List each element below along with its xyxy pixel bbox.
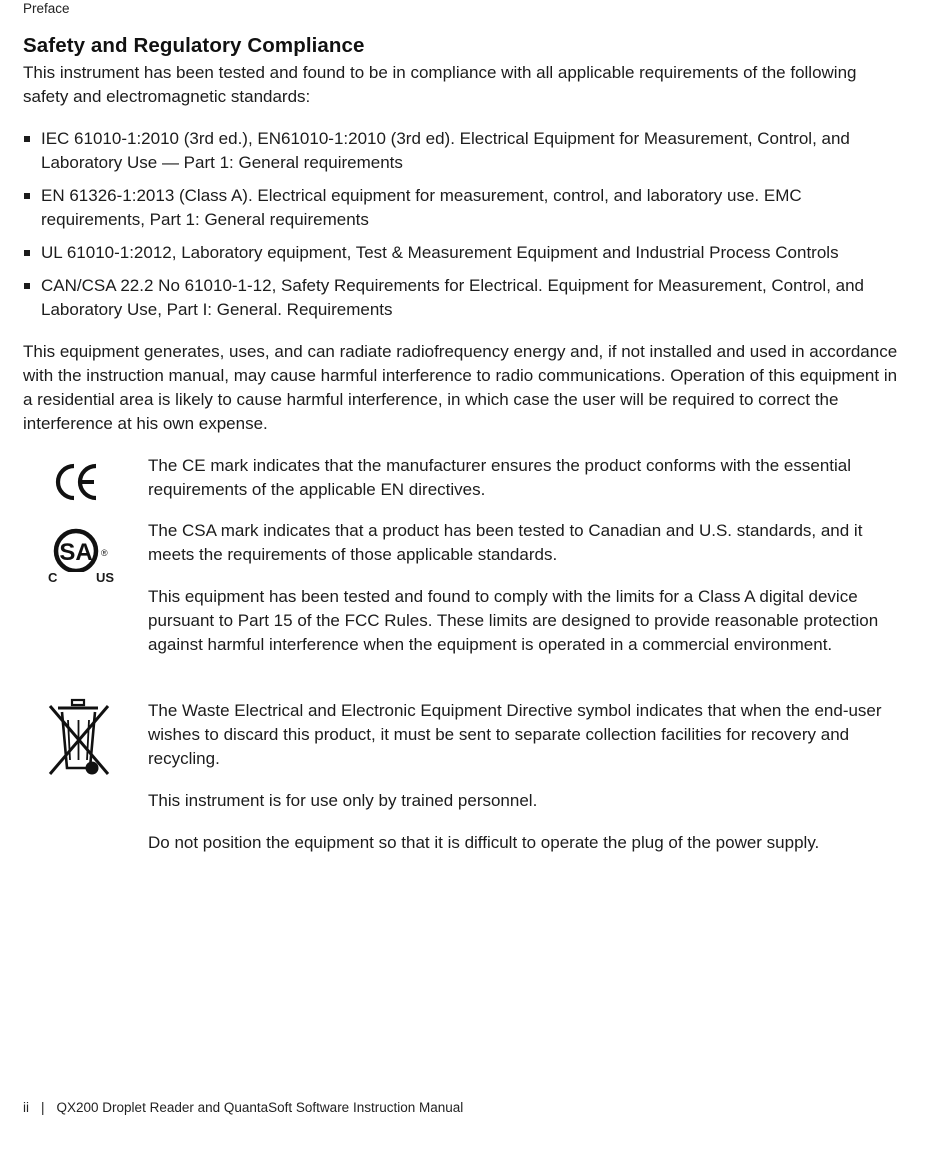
fcc-text: This equipment has been tested and found to comply with the limits for a Class A digital device pursuant to Part 15 of the FCC Rules. These limits are designed to provide reasonable protection against harmful interference when the equipment is operated in a commercial environment. [148,587,879,654]
footer-separator: | [41,1100,45,1115]
bullet-square-icon [24,250,30,256]
list-item [23,127,903,175]
standard-text: CAN/CSA 22.2 No 61010-1-12, Safety Requirements for Electrical. Equipment for Measurement, Control, and Laboratory Use, Part I: General. Requirements [41,276,865,319]
csa-mark-icon [46,526,122,586]
trained-personnel-text: This instrument is for use only by trained personnel. [148,791,538,810]
standards-list [23,127,903,331]
weee-bin-icon [46,698,112,783]
ce-mark-icon [54,462,100,507]
weee-text: The Waste Electrical and Electronic Equipment Directive symbol indicates that when the end-user wishes to discard this product, it must be sent to separate collection facilities for recovery and recycling. [148,701,882,768]
svg-text:SA: SA [59,539,93,566]
standard-text: IEC 61010-1:2010 (3rd ed.), EN61010-1:2010 (3rd ed). Electrical Equipment for Measurement, Control, and Laboratory Use — Part 1: General requirements [41,129,850,172]
standard-text: UL 61010-1:2012, Laboratory equipment, Test & Measurement Equipment and Industrial Process Controls [41,243,839,262]
ce-mark-text: The CE mark indicates that the manufacturer ensures the product conforms with the essential requirements of the applicable EN directives. [148,456,852,499]
intro-paragraph: This instrument has been tested and found to be in compliance with all applicable requirements of the following safety and electromagnetic standards: [23,63,857,106]
list-item [23,274,903,322]
power-plug-text: Do not position the equipment so that it is difficult to operate the plug of the power supply. [148,833,820,852]
rf-statement: This equipment generates, uses, and can radiate radiofrequency energy and, if not installed and used in accordance with the instruction manual, may cause harmful interference to radio communications. Operation of this equipment in a residential area is likely to cause harmful interference, in which case the user will be required to correct the interference at his own expense. [23,342,898,433]
csa-mark-text: The CSA mark indicates that a product has been tested to Canadian and U.S. standards, and it meets the requirements of those applicable standards. [148,521,863,564]
svg-text:®: ® [101,548,108,558]
page-number: ii [23,1100,29,1115]
list-item [23,241,903,265]
bullet-square-icon [24,283,30,289]
bullet-square-icon [24,136,30,142]
running-head: Preface [23,1,70,16]
page-footer [23,1100,463,1115]
csa-us-label: US [96,570,115,585]
list-item [23,184,903,232]
section-title: Safety and Regulatory Compliance [23,34,365,57]
standard-text: EN 61326-1:2013 (Class A). Electrical equipment for measurement, control, and laboratory use. EMC requirements, Part 1: General requirements [41,186,802,229]
bullet-square-icon [24,193,30,199]
manual-title: QX200 Droplet Reader and QuantaSoft Software Instruction Manual [56,1100,464,1115]
csa-c-label: C [48,570,58,585]
